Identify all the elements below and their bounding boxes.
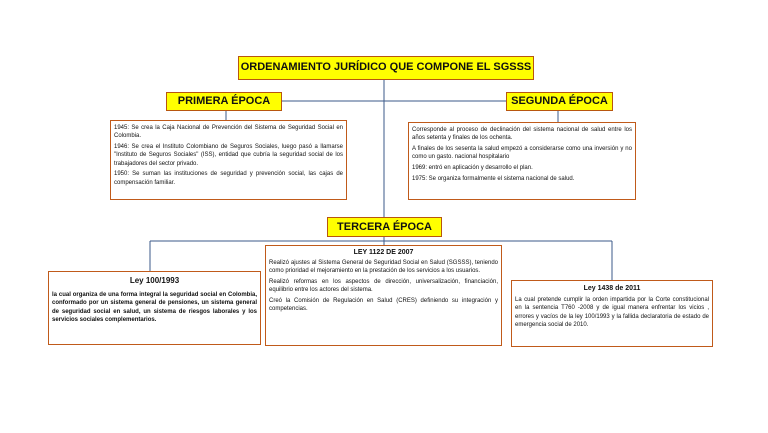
ley-1122-item: Creó la Comisión de Regulación en Salud (CRES) definiendo su integración y competencias. xyxy=(269,298,498,313)
segunda-item: Corresponde al proceso de declinación del sistema nacional de salud entre los años setenta y finales de los ochenta. xyxy=(412,127,632,142)
ley-100-panel xyxy=(48,271,261,345)
ley-1122-item: Realizó reformas en los aspectos de dirección, universalización, financiación, equilibrio entre los actores del sistema. xyxy=(269,279,498,294)
ley-1438-heading: Ley 1438 de 2011 xyxy=(583,285,641,292)
segunda-epoca-label: SEGUNDA ÉPOCA xyxy=(506,92,613,111)
diagram-title: ORDENAMIENTO JURÍDICO QUE COMPONE EL SGSSS xyxy=(238,56,534,80)
primera-epoca-panel xyxy=(110,120,347,200)
primera-epoca-label: PRIMERA ÉPOCA xyxy=(166,92,282,111)
ley-1438-text: La cual pretende cumplir la orden impartida por la Corte constitucional en la sentencia T760 -2008 y de igual manera enfrentar los vicios , errores y vacíos de la ley 100/1993 y la fallida declaratoria de estado de emergencia social de 2010. xyxy=(515,297,709,328)
primera-item: 1945: Se crea la Caja Nacional de Prevención del Sistema de Seguridad Social en Colombia. xyxy=(114,125,343,140)
primera-item: 1950: Se suman las instituciones de seguridad y prevención social, las cajas de compensación familiar. xyxy=(114,171,343,186)
ley-100-text: la cual organiza de una forma integral la seguridad social en Colombia, conformado por un sistema general de pensiones, un sistema general de seguridad social en salud, un sistema de riesgos laborales y los servicios sociales complementarios. xyxy=(52,292,257,323)
ley-1438-panel xyxy=(511,280,713,347)
segunda-item: 1975: Se organiza formalmente el sistema nacional de salud. xyxy=(412,175,575,182)
segunda-item: A finales de los sesenta la salud empezó a considerarse como una inversión y no como un gasto. nacional hospitalario xyxy=(412,146,632,161)
segunda-epoca-panel xyxy=(408,122,636,200)
segunda-item: 1969: entró en aplicación y desarrollo el plan. xyxy=(412,165,533,172)
ley-100-heading: Ley 100/1993 xyxy=(129,276,180,285)
ley-1122-item: Realizó ajustes al Sistema General de Seguridad Social en Salud (SGSSS), teniendo como prioridad el mejoramiento en la prestación de los servicios a los usuarios. xyxy=(269,260,498,275)
ley-1122-panel xyxy=(265,245,502,346)
ley-1122-heading: LEY 1122 DE 2007 xyxy=(353,249,414,256)
tercera-epoca-label: TERCERA ÉPOCA xyxy=(327,217,442,237)
primera-item: 1946: Se crea el Instituto Colombiano de Seguros Sociales, luego pasó a llamarse "Instituto de Seguros Sociales" (ISS), entidad que cubría la seguridad social de los trabajadores del sector privado. xyxy=(114,144,343,167)
